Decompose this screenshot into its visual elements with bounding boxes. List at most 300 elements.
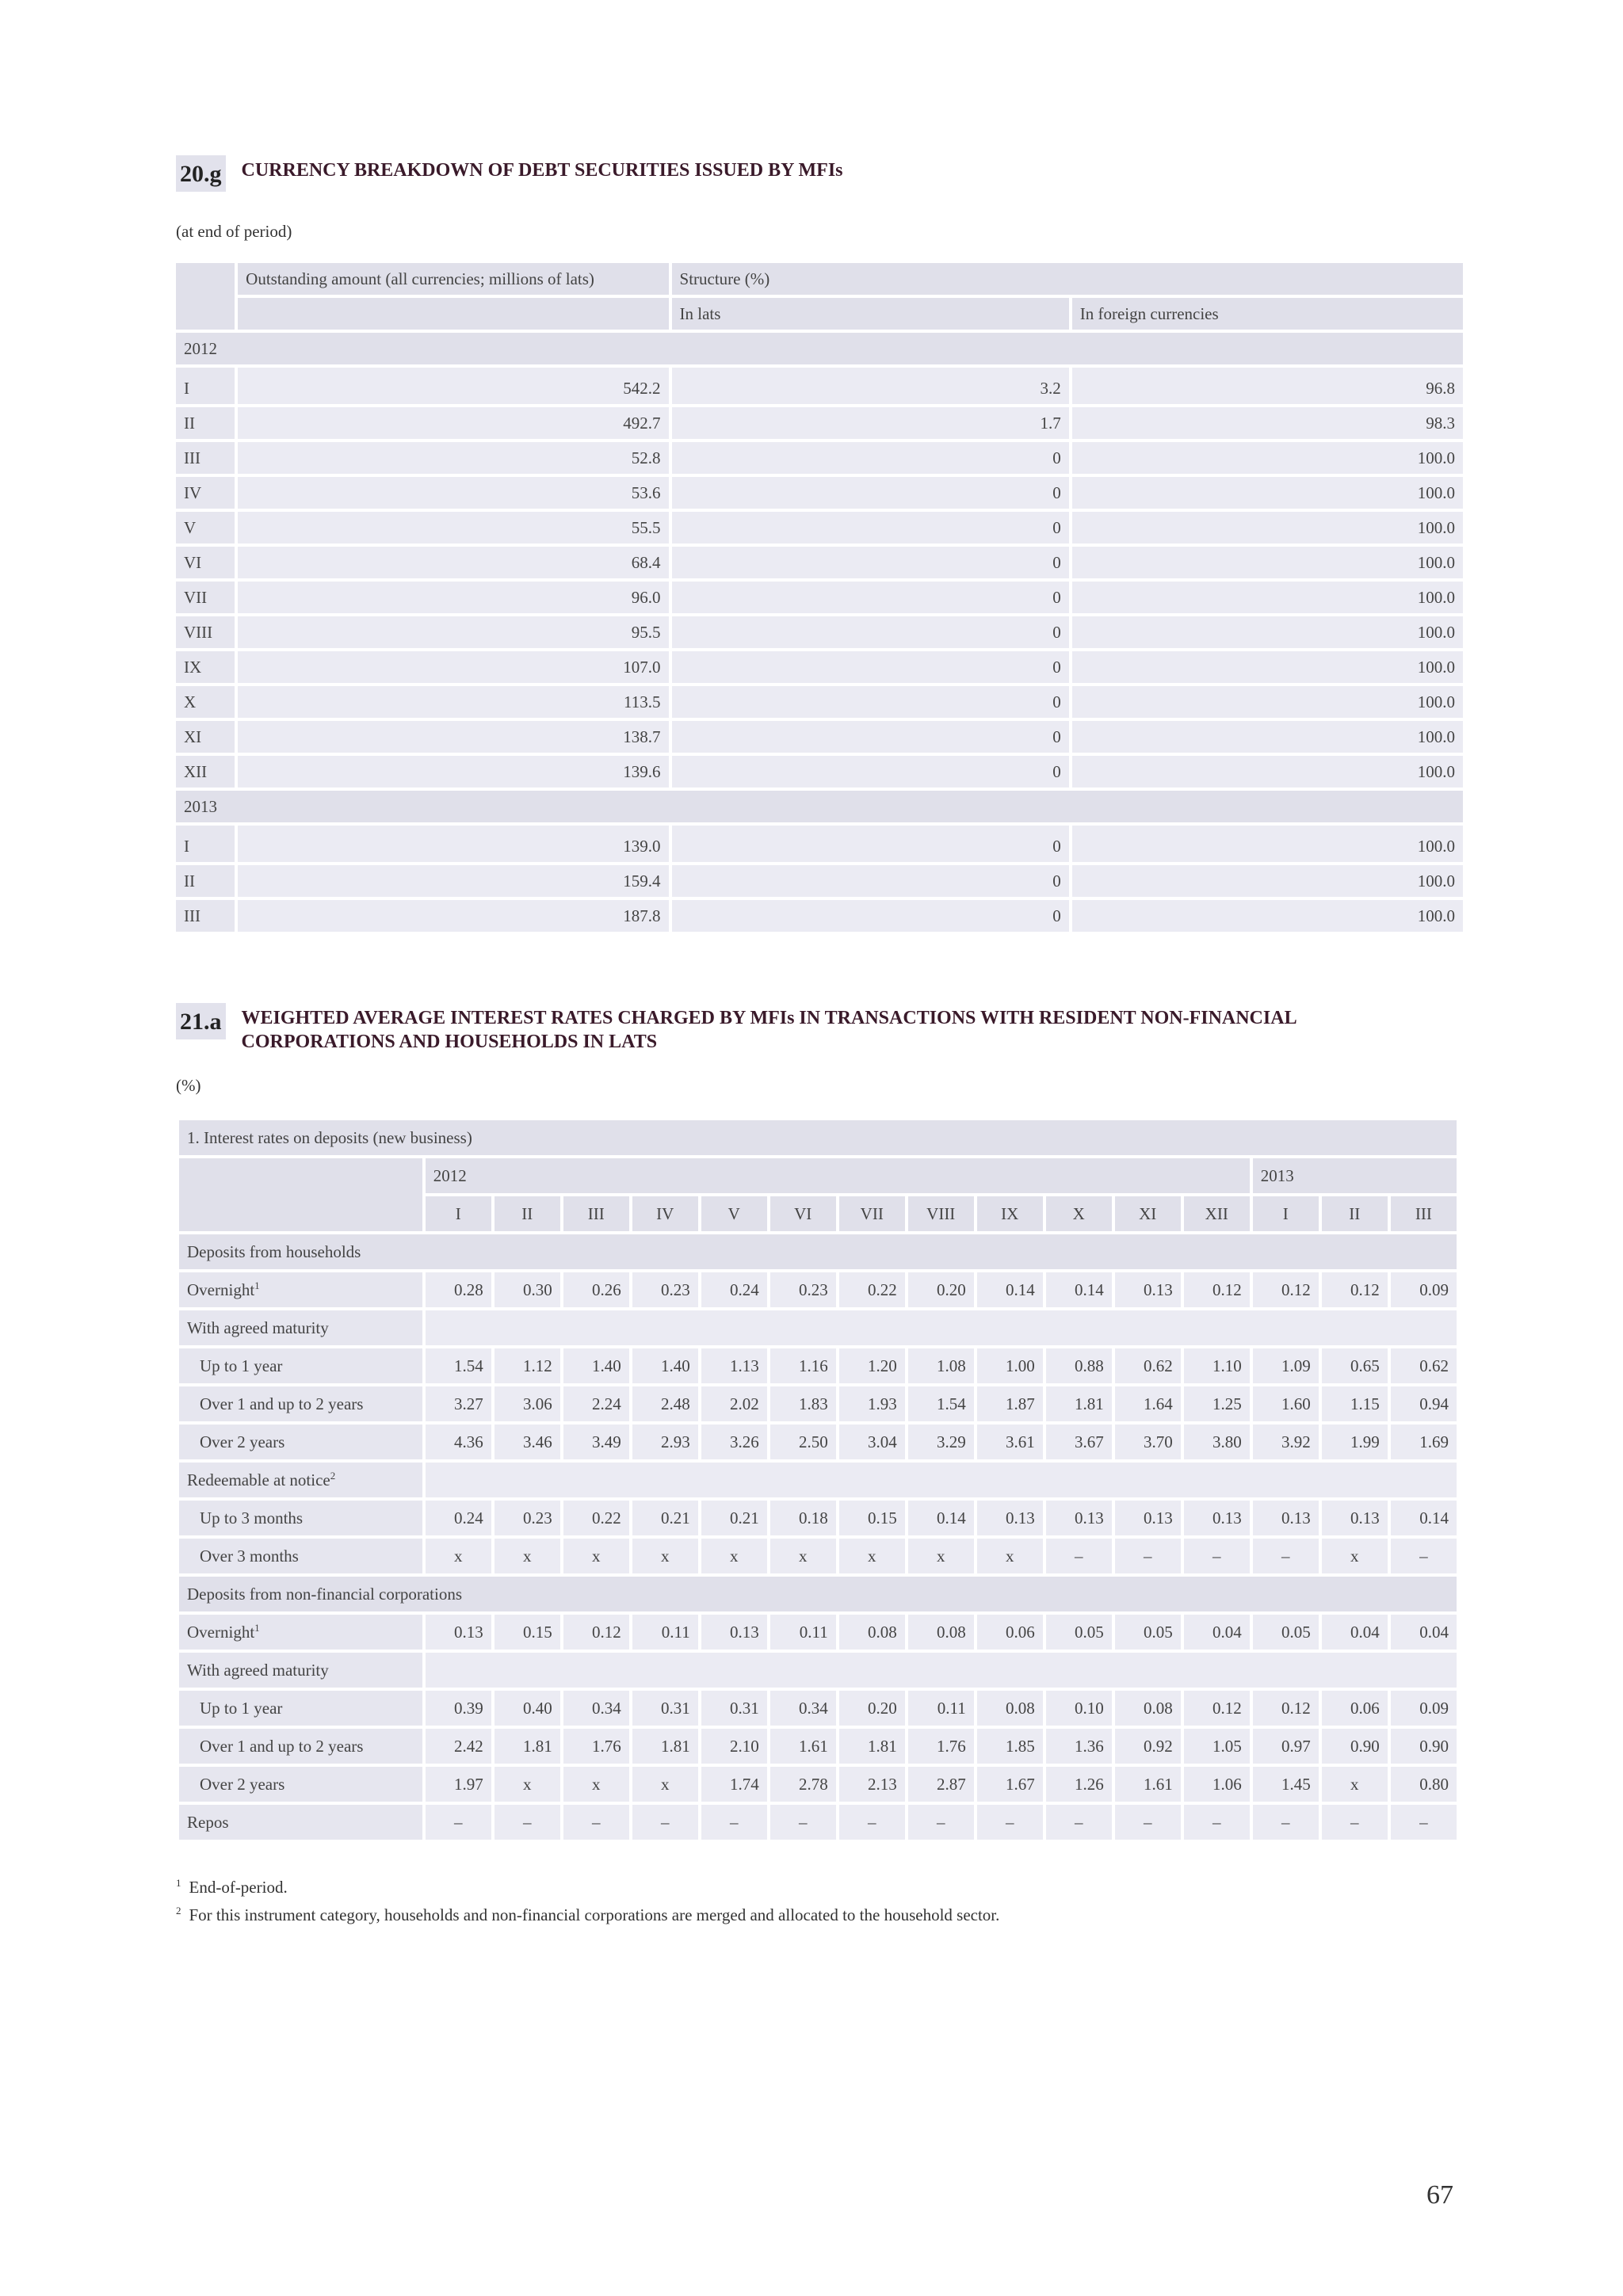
rate-value: 3.92 <box>1253 1425 1319 1459</box>
table-row <box>176 407 1463 439</box>
rate-value: – <box>1046 1539 1112 1573</box>
header-blank <box>238 298 668 330</box>
month-label: VII <box>176 582 235 613</box>
month-header: V <box>701 1196 767 1231</box>
rate-value: 1.76 <box>563 1729 629 1764</box>
rate-value: – <box>1046 1805 1112 1840</box>
section-20g-heading <box>176 155 843 192</box>
month-header: I <box>426 1196 491 1231</box>
rate-value: 0.08 <box>839 1615 905 1650</box>
currency-breakdown-table <box>173 260 1466 935</box>
rate-value: 4.36 <box>426 1425 491 1459</box>
rate-value: 0.31 <box>632 1691 698 1726</box>
share-in-lats: 0 <box>672 616 1069 648</box>
header-structure: Structure (%) <box>672 263 1463 295</box>
rate-value: 0.13 <box>1115 1272 1181 1307</box>
rate-value: 0.97 <box>1253 1729 1319 1764</box>
month-header: X <box>1046 1196 1112 1231</box>
rate-value: – <box>1184 1805 1250 1840</box>
rate-value: 1.45 <box>1253 1767 1319 1802</box>
rate-value: – <box>908 1805 974 1840</box>
rate-value: 0.06 <box>977 1615 1043 1650</box>
rate-value: x <box>977 1539 1043 1573</box>
outstanding-amount: 139.6 <box>238 756 668 788</box>
rate-value: 3.27 <box>426 1386 491 1421</box>
rate-value: 1.61 <box>1115 1767 1181 1802</box>
rate-value: 0.12 <box>1322 1272 1388 1307</box>
row-label <box>179 1691 422 1726</box>
rate-value: 0.12 <box>1253 1691 1319 1726</box>
share-in-lats: 0 <box>672 686 1069 718</box>
rate-value: 1.15 <box>1322 1386 1388 1421</box>
month-header: VIII <box>908 1196 974 1231</box>
row-label-text: Over 2 years <box>200 1432 285 1451</box>
outstanding-amount: 187.8 <box>238 900 668 932</box>
table-title: 1. Interest rates on deposits (new business) <box>179 1120 1457 1155</box>
month-label: III <box>176 442 235 474</box>
rate-value: 2.50 <box>770 1425 836 1459</box>
rate-value: 0.11 <box>770 1615 836 1650</box>
row-blank <box>426 1310 1457 1345</box>
row-label-text: Over 2 years <box>200 1774 285 1794</box>
outstanding-amount: 492.7 <box>238 407 668 439</box>
table-row <box>179 1501 1457 1535</box>
outstanding-amount: 68.4 <box>238 547 668 578</box>
footnote-2: $^2$ For this instrument category, households and non-financial corporations are merged and allocated to the household sector. <box>176 1905 1000 1924</box>
rate-value: 0.90 <box>1391 1729 1457 1764</box>
section-title: CURRENCY BREAKDOWN OF DEBT SECURITIES ISSUED BY MFIs <box>241 160 843 181</box>
rate-value: 0.15 <box>839 1501 905 1535</box>
footnote-mark: 1 <box>254 1622 260 1634</box>
rate-value: 1.74 <box>701 1767 767 1802</box>
share-in-lats: 0 <box>672 547 1069 578</box>
rate-value: 2.13 <box>839 1767 905 1802</box>
rate-value: – <box>1253 1805 1319 1840</box>
share-in-foreign: 100.0 <box>1072 616 1463 648</box>
month-label: VIII <box>176 616 235 648</box>
subheading-row <box>179 1463 1457 1497</box>
rate-value: 1.81 <box>495 1729 560 1764</box>
row-label-text: Repos <box>187 1812 229 1832</box>
page-number: 67 <box>1426 2180 1453 2210</box>
footnote-1: $^1$ End-of-period. <box>176 1877 288 1897</box>
rate-value: 1.64 <box>1115 1386 1181 1421</box>
row-label-text: Overnight <box>187 1623 255 1642</box>
rate-value: x <box>563 1539 629 1573</box>
rate-value: 0.13 <box>426 1615 491 1650</box>
rate-value: x <box>495 1767 560 1802</box>
rate-value: 1.99 <box>1322 1425 1388 1459</box>
rate-value: 3.67 <box>1046 1425 1112 1459</box>
table-row <box>176 582 1463 613</box>
row-label <box>179 1425 422 1459</box>
year-row: 2013 <box>176 791 1463 822</box>
table-row <box>179 1348 1457 1383</box>
row-label <box>179 1310 422 1345</box>
table-row <box>179 1615 1457 1650</box>
rate-value: x <box>1322 1767 1388 1802</box>
month-header: XII <box>1184 1196 1250 1231</box>
rate-value: 1.76 <box>908 1729 974 1764</box>
month-header: XI <box>1115 1196 1181 1231</box>
rate-value: 0.24 <box>426 1501 491 1535</box>
share-in-lats: 0 <box>672 582 1069 613</box>
rate-value: 2.24 <box>563 1386 629 1421</box>
outstanding-amount: 52.8 <box>238 442 668 474</box>
rate-value: 0.14 <box>1046 1272 1112 1307</box>
row-label-text: Over 1 and up to 2 years <box>200 1736 364 1756</box>
row-label <box>179 1539 422 1573</box>
rate-value: 0.24 <box>701 1272 767 1307</box>
share-in-lats: 3.2 <box>672 368 1069 404</box>
title-line-1: WEIGHTED AVERAGE INTEREST RATES CHARGED BY MFIs IN TRANSACTIONS WITH RESIDENT NON-FINANCIAL <box>241 1008 1297 1028</box>
row-blank <box>426 1463 1457 1497</box>
rate-value: 0.65 <box>1322 1348 1388 1383</box>
month-label: II <box>176 865 235 897</box>
section-number: 21.a <box>176 1003 226 1039</box>
year-row: 2012 <box>176 333 1463 364</box>
interest-rates-table <box>176 1117 1460 1843</box>
outstanding-amount: 55.5 <box>238 512 668 543</box>
table-row <box>179 1805 1457 1840</box>
table-row <box>179 1272 1457 1307</box>
outstanding-amount: 139.0 <box>238 826 668 862</box>
rate-value: 2.10 <box>701 1729 767 1764</box>
table-row <box>179 1539 1457 1573</box>
rate-value: – <box>770 1805 836 1840</box>
rate-value: 0.13 <box>1253 1501 1319 1535</box>
table-row <box>176 721 1463 753</box>
rate-value: 0.08 <box>1115 1691 1181 1726</box>
rate-value: – <box>701 1805 767 1840</box>
rate-value: 0.13 <box>1046 1501 1112 1535</box>
rate-value: 0.11 <box>908 1691 974 1726</box>
rate-value: – <box>632 1805 698 1840</box>
rate-value: 3.61 <box>977 1425 1043 1459</box>
month-header: VII <box>839 1196 905 1231</box>
row-label <box>179 1348 422 1383</box>
rate-value: 1.81 <box>1046 1386 1112 1421</box>
footnote-mark: 2 <box>330 1470 336 1482</box>
rate-value: 0.09 <box>1391 1272 1457 1307</box>
rate-value: 3.29 <box>908 1425 974 1459</box>
share-in-foreign: 100.0 <box>1072 686 1463 718</box>
row-label <box>179 1729 422 1764</box>
month-label: XII <box>176 756 235 788</box>
rate-value: 0.12 <box>1184 1272 1250 1307</box>
rate-value: x <box>908 1539 974 1573</box>
month-header: VI <box>770 1196 836 1231</box>
rate-value: 0.11 <box>632 1615 698 1650</box>
outstanding-amount: 159.4 <box>238 865 668 897</box>
rate-value: 0.12 <box>563 1615 629 1650</box>
rate-value: 0.88 <box>1046 1348 1112 1383</box>
rate-value: – <box>563 1805 629 1840</box>
rate-value: 1.85 <box>977 1729 1043 1764</box>
row-label <box>179 1501 422 1535</box>
group-label: Deposits from non-financial corporations <box>179 1577 1457 1611</box>
rate-value: x <box>563 1767 629 1802</box>
rate-value: 0.28 <box>426 1272 491 1307</box>
row-label-text: With agreed maturity <box>187 1660 329 1680</box>
rate-value: – <box>977 1805 1043 1840</box>
rate-value: 0.14 <box>908 1501 974 1535</box>
rate-value: 0.20 <box>908 1272 974 1307</box>
section-title <box>242 1003 1297 1054</box>
table-row <box>179 1691 1457 1726</box>
share-in-foreign: 100.0 <box>1072 547 1463 578</box>
rate-value: 0.39 <box>426 1691 491 1726</box>
rate-value: 1.54 <box>426 1348 491 1383</box>
month-label: III <box>176 900 235 932</box>
rate-value: x <box>632 1767 698 1802</box>
section-21a-heading <box>176 1003 1297 1054</box>
month-label: II <box>176 407 235 439</box>
table-row <box>176 826 1463 862</box>
rate-value: 1.09 <box>1253 1348 1319 1383</box>
table-row <box>179 1767 1457 1802</box>
table-row <box>176 477 1463 509</box>
month-label: XI <box>176 721 235 753</box>
month-header: IX <box>977 1196 1043 1231</box>
rate-value: 1.36 <box>1046 1729 1112 1764</box>
rate-value: 0.40 <box>495 1691 560 1726</box>
share-in-lats: 0 <box>672 826 1069 862</box>
month-label: I <box>176 368 235 404</box>
rate-value: 0.22 <box>839 1272 905 1307</box>
rate-value: 0.90 <box>1322 1729 1388 1764</box>
share-in-foreign: 98.3 <box>1072 407 1463 439</box>
table-row <box>179 1425 1457 1459</box>
rate-value: 0.04 <box>1391 1615 1457 1650</box>
share-in-lats: 0 <box>672 900 1069 932</box>
row-label <box>179 1653 422 1688</box>
table-row <box>176 512 1463 543</box>
row-label-text: Up to 3 months <box>200 1508 304 1527</box>
rate-value: 1.81 <box>632 1729 698 1764</box>
rate-value: 3.46 <box>495 1425 560 1459</box>
header-blank <box>179 1158 422 1231</box>
rate-value: 0.34 <box>563 1691 629 1726</box>
rate-value: 1.10 <box>1184 1348 1250 1383</box>
rate-value: 3.70 <box>1115 1425 1181 1459</box>
rate-value: 0.09 <box>1391 1691 1457 1726</box>
rate-value: 0.23 <box>495 1501 560 1535</box>
rate-value: 0.13 <box>1184 1501 1250 1535</box>
row-label <box>179 1272 422 1307</box>
rate-value: 0.13 <box>1115 1501 1181 1535</box>
rate-value: 0.62 <box>1115 1348 1181 1383</box>
table-row <box>176 865 1463 897</box>
rate-value: – <box>1391 1805 1457 1840</box>
row-label <box>179 1615 422 1650</box>
rate-value: 0.22 <box>563 1501 629 1535</box>
month-header: II <box>495 1196 560 1231</box>
share-in-lats: 0 <box>672 756 1069 788</box>
rate-value: 0.06 <box>1322 1691 1388 1726</box>
outstanding-amount: 95.5 <box>238 616 668 648</box>
rate-value: 0.21 <box>701 1501 767 1535</box>
rate-value: 1.05 <box>1184 1729 1250 1764</box>
rate-value: – <box>1391 1539 1457 1573</box>
section-number: 20.g <box>176 155 226 192</box>
rate-value: x <box>701 1539 767 1573</box>
rate-value: 1.67 <box>977 1767 1043 1802</box>
rate-value: 1.69 <box>1391 1425 1457 1459</box>
share-in-lats: 0 <box>672 865 1069 897</box>
share-in-foreign: 100.0 <box>1072 721 1463 753</box>
row-label-text: Over 1 and up to 2 years <box>200 1394 364 1413</box>
rate-value: 1.06 <box>1184 1767 1250 1802</box>
header-year-2013: 2013 <box>1253 1158 1457 1193</box>
rate-value: 0.05 <box>1115 1615 1181 1650</box>
rate-value: – <box>1322 1805 1388 1840</box>
rate-value: x <box>632 1539 698 1573</box>
rate-value: – <box>839 1805 905 1840</box>
rate-value: 0.31 <box>701 1691 767 1726</box>
share-in-foreign: 96.8 <box>1072 368 1463 404</box>
share-in-lats: 0 <box>672 651 1069 683</box>
row-label <box>179 1767 422 1802</box>
rate-value: 1.60 <box>1253 1386 1319 1421</box>
rate-value: 1.16 <box>770 1348 836 1383</box>
row-label-text: Up to 1 year <box>200 1698 283 1718</box>
rate-value: x <box>426 1539 491 1573</box>
outstanding-amount: 53.6 <box>238 477 668 509</box>
rate-value: 0.08 <box>977 1691 1043 1726</box>
header-in-foreign: In foreign currencies <box>1072 298 1463 330</box>
header-outstanding: Outstanding amount (all currencies; millions of lats) <box>238 263 668 295</box>
row-label-text: Redeemable at notice <box>187 1470 330 1489</box>
share-in-lats: 0 <box>672 721 1069 753</box>
share-in-foreign: 100.0 <box>1072 651 1463 683</box>
title-line-2: CORPORATIONS AND HOUSEHOLDS IN LATS <box>241 1032 658 1052</box>
rate-value: 1.81 <box>839 1729 905 1764</box>
rate-value: 0.10 <box>1046 1691 1112 1726</box>
rate-value: 2.02 <box>701 1386 767 1421</box>
month-label: IX <box>176 651 235 683</box>
table-row <box>176 442 1463 474</box>
rate-value: 2.42 <box>426 1729 491 1764</box>
rate-value: 0.92 <box>1115 1729 1181 1764</box>
rate-value: 1.83 <box>770 1386 836 1421</box>
rate-value: 0.05 <box>1046 1615 1112 1650</box>
month-label: IV <box>176 477 235 509</box>
rate-value: – <box>495 1805 560 1840</box>
header-in-lats: In lats <box>672 298 1069 330</box>
rate-value: 0.14 <box>1391 1501 1457 1535</box>
rate-value: 0.34 <box>770 1691 836 1726</box>
rate-value: 2.78 <box>770 1767 836 1802</box>
rate-value: 0.13 <box>1322 1501 1388 1535</box>
rate-value: 0.26 <box>563 1272 629 1307</box>
table-row <box>176 368 1463 404</box>
share-in-foreign: 100.0 <box>1072 477 1463 509</box>
rate-value: 1.13 <box>701 1348 767 1383</box>
share-in-foreign: 100.0 <box>1072 826 1463 862</box>
rate-value: 0.62 <box>1391 1348 1457 1383</box>
rate-value: 0.05 <box>1253 1615 1319 1650</box>
share-in-foreign: 100.0 <box>1072 756 1463 788</box>
rate-value: 3.49 <box>563 1425 629 1459</box>
rate-value: 0.15 <box>495 1615 560 1650</box>
share-in-foreign: 100.0 <box>1072 900 1463 932</box>
rate-value: 1.20 <box>839 1348 905 1383</box>
row-label <box>179 1805 422 1840</box>
rate-value: 0.23 <box>632 1272 698 1307</box>
rate-value: 1.08 <box>908 1348 974 1383</box>
row-label-text: With agreed maturity <box>187 1318 329 1337</box>
rate-value: 0.14 <box>977 1272 1043 1307</box>
group-label: Deposits from households <box>179 1234 1457 1269</box>
month-header: III <box>563 1196 629 1231</box>
row-label-text: Overnight <box>187 1280 255 1299</box>
group-row <box>179 1234 1457 1269</box>
rate-value: 0.80 <box>1391 1767 1457 1802</box>
rate-value: 1.40 <box>563 1348 629 1383</box>
subheading-row <box>179 1653 1457 1688</box>
rate-value: 2.87 <box>908 1767 974 1802</box>
rate-value: 0.08 <box>908 1615 974 1650</box>
table-row <box>176 547 1463 578</box>
share-in-foreign: 100.0 <box>1072 582 1463 613</box>
rate-value: 3.04 <box>839 1425 905 1459</box>
rate-value: 1.97 <box>426 1767 491 1802</box>
rate-value: 1.54 <box>908 1386 974 1421</box>
table-row <box>176 900 1463 932</box>
month-label: VI <box>176 547 235 578</box>
month-header: III <box>1391 1196 1457 1231</box>
row-label-text: Up to 1 year <box>200 1356 283 1375</box>
rate-value: 1.26 <box>1046 1767 1112 1802</box>
footnote-mark: 1 <box>254 1280 260 1291</box>
rate-value: 0.04 <box>1184 1615 1250 1650</box>
unit-note: (%) <box>176 1076 201 1095</box>
table-row <box>176 756 1463 788</box>
share-in-lats: 1.7 <box>672 407 1069 439</box>
rate-value: 0.13 <box>977 1501 1043 1535</box>
rate-value: 2.93 <box>632 1425 698 1459</box>
rate-value: 0.18 <box>770 1501 836 1535</box>
outstanding-amount: 107.0 <box>238 651 668 683</box>
subheading-row <box>179 1310 1457 1345</box>
rate-value: 0.23 <box>770 1272 836 1307</box>
month-header: I <box>1253 1196 1319 1231</box>
month-label: I <box>176 826 235 862</box>
table-row <box>176 616 1463 648</box>
month-header: IV <box>632 1196 698 1231</box>
share-in-lats: 0 <box>672 477 1069 509</box>
header-blank <box>176 263 235 330</box>
month-label: V <box>176 512 235 543</box>
rate-value: 0.20 <box>839 1691 905 1726</box>
rate-value: 0.30 <box>495 1272 560 1307</box>
rate-value: 1.00 <box>977 1348 1043 1383</box>
rate-value: – <box>1115 1539 1181 1573</box>
table-row <box>176 686 1463 718</box>
rate-value: 0.13 <box>701 1615 767 1650</box>
row-label <box>179 1463 422 1497</box>
table-row <box>179 1729 1457 1764</box>
share-in-foreign: 100.0 <box>1072 442 1463 474</box>
rate-value: 1.61 <box>770 1729 836 1764</box>
outstanding-amount: 138.7 <box>238 721 668 753</box>
unit-note: (at end of period) <box>176 222 292 241</box>
group-row <box>179 1577 1457 1611</box>
rate-value: 3.26 <box>701 1425 767 1459</box>
footnotes <box>176 1871 999 1927</box>
rate-value: 0.21 <box>632 1501 698 1535</box>
